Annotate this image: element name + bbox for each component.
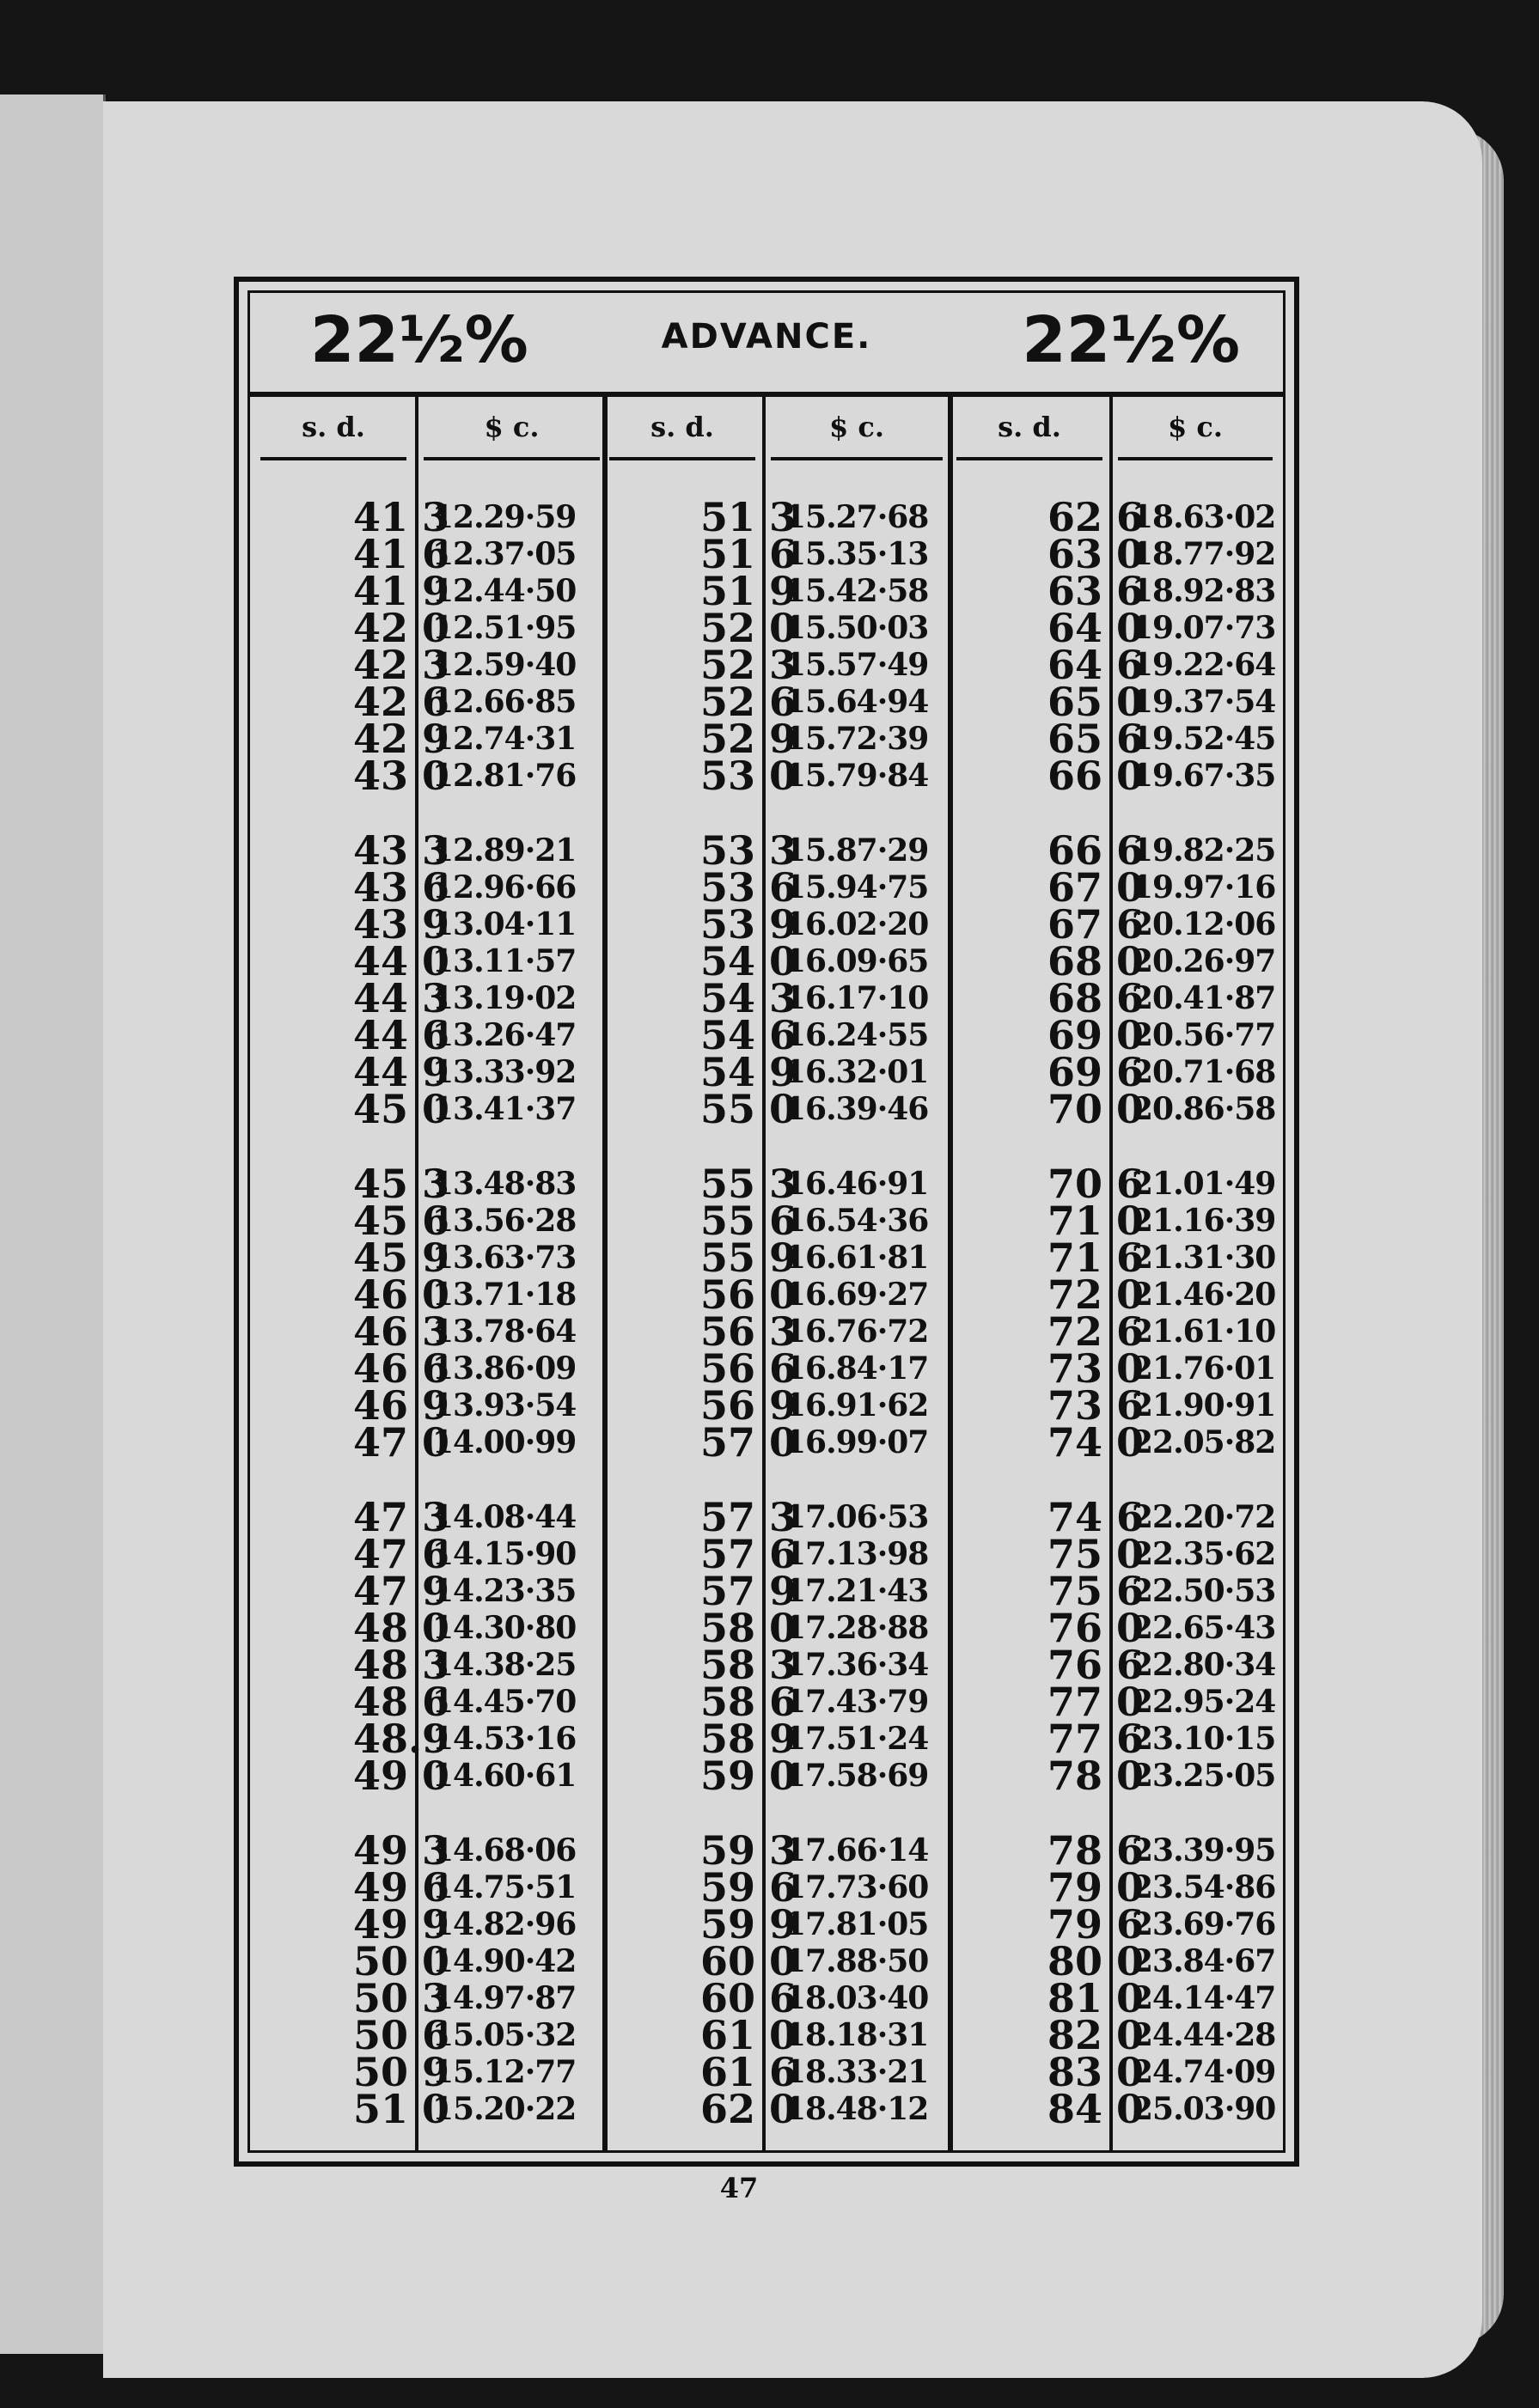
dollar-value: 23.10·15: [1132, 1721, 1276, 1757]
sterling-value: 62 0: [699, 2086, 797, 2132]
sterling-value: 65 6: [1047, 716, 1144, 762]
table-row: [250, 753, 1283, 799]
dollar-value: 17.36·34: [785, 1647, 929, 1683]
dollar-value: 16.32·01: [785, 1054, 929, 1090]
dollar-value: 13.19·02: [432, 980, 577, 1016]
sterling-value: 55 3: [699, 1161, 797, 1207]
dollar-value: 16.24·55: [785, 1017, 929, 1053]
sterling-value: 62 6: [1047, 494, 1144, 540]
sterling-value: 57 6: [699, 1531, 797, 1577]
column-header-row: [250, 397, 1283, 466]
sterling-value: 45 3: [352, 1161, 449, 1207]
dollar-value: 12.44·50: [432, 573, 577, 609]
sterling-value: 56 0: [699, 1271, 797, 1318]
sterling-value: 72 0: [1047, 1271, 1144, 1318]
sterling-value: 41 3: [352, 494, 449, 540]
sterling-value: 48 6: [352, 1679, 449, 1725]
dollar-value: 14.00·99: [432, 1424, 577, 1460]
dollar-value: 13.86·09: [432, 1350, 577, 1387]
dollar-value: 17.13·98: [785, 1536, 929, 1572]
dollar-value: 19.37·54: [1132, 684, 1276, 720]
dollar-value: 23.69·76: [1132, 1906, 1276, 1942]
dollar-value: 22.95·24: [1132, 1684, 1276, 1720]
sterling-value: 54 3: [699, 975, 797, 1021]
sterling-value: 44 9: [352, 1049, 449, 1095]
sterling-value: 71 6: [1047, 1234, 1144, 1281]
sterling-value: 56 6: [699, 1345, 797, 1392]
sterling-value: 77 6: [1047, 1716, 1144, 1762]
column-header-dc-2: $ c.: [771, 397, 943, 460]
sterling-value: 53 3: [699, 827, 797, 874]
sterling-value: 56 3: [699, 1308, 797, 1355]
table-header: [250, 293, 1283, 397]
sterling-value: 46 6: [352, 1345, 449, 1392]
dollar-value: 18.18·31: [785, 2017, 929, 2053]
sterling-value: 52 9: [699, 716, 797, 762]
sterling-value: 83 0: [1047, 2049, 1144, 2095]
sterling-value: 55 6: [699, 1198, 797, 1244]
dollar-value: 13.41·37: [432, 1091, 577, 1127]
dollar-value: 12.66·85: [432, 684, 577, 720]
sterling-value: 59 6: [699, 1864, 797, 1911]
sterling-value: 55 0: [699, 1086, 797, 1132]
dollar-value: 15.72·39: [785, 721, 929, 757]
sterling-value: 49 3: [352, 1827, 449, 1874]
sterling-value: 59 0: [699, 1753, 797, 1799]
sterling-value: 80 0: [1047, 1938, 1144, 1984]
dollar-value: 17.28·88: [785, 1610, 929, 1646]
dollar-value: 15.20·22: [432, 2091, 577, 2127]
sterling-value: 61 6: [699, 2049, 797, 2095]
sterling-value: 43 6: [352, 864, 449, 911]
dollar-value: 14.23·35: [432, 1573, 577, 1609]
dollar-value: 22.50·53: [1132, 1573, 1276, 1609]
sterling-value: 42 3: [352, 642, 449, 688]
sterling-value: 41 9: [352, 568, 449, 614]
dollar-value: 21.31·30: [1132, 1240, 1276, 1276]
sterling-value: 51 0: [352, 2086, 449, 2132]
sterling-value: 46 0: [352, 1271, 449, 1318]
dollar-value: 18.92·83: [1132, 573, 1276, 609]
dollar-value: 16.84·17: [785, 1350, 929, 1387]
sterling-value: 52 3: [699, 642, 797, 688]
dollar-value: 17.51·24: [785, 1721, 929, 1757]
sterling-value: 52 0: [699, 605, 797, 651]
dollar-value: 12.29·59: [432, 499, 577, 535]
sterling-value: 50 9: [352, 2049, 449, 2095]
sterling-value: 63 6: [1047, 568, 1144, 614]
sterling-value: 58 6: [699, 1679, 797, 1725]
sterling-value: 67 6: [1047, 901, 1144, 948]
table-row: [250, 1419, 1283, 1466]
dollar-value: 12.89·21: [432, 832, 577, 869]
sterling-value: 61 0: [699, 2012, 797, 2058]
sterling-value: 74 6: [1047, 1494, 1144, 1540]
dollar-value: 13.33·92: [432, 1054, 577, 1090]
dollar-value: 15.79·84: [785, 758, 929, 794]
sterling-value: 53 0: [699, 753, 797, 799]
dollar-value: 15.64·94: [785, 684, 929, 720]
sterling-value: 42 6: [352, 679, 449, 725]
sterling-value: 75 6: [1047, 1568, 1144, 1614]
sterling-value: 45 6: [352, 1198, 449, 1244]
dollar-value: 17.06·53: [785, 1499, 929, 1535]
sterling-value: 54 0: [699, 938, 797, 985]
sterling-value: 51 3: [699, 494, 797, 540]
sterling-value: 65 0: [1047, 679, 1144, 725]
sterling-value: 49 9: [352, 1901, 449, 1948]
dollar-value: 15.50·03: [785, 610, 929, 646]
sterling-value: 52 6: [699, 679, 797, 725]
dollar-value: 22.05·82: [1132, 1424, 1276, 1460]
sterling-value: 76 6: [1047, 1642, 1144, 1688]
sterling-value: 49 6: [352, 1864, 449, 1911]
dollar-value: 17.66·14: [785, 1832, 929, 1868]
table-row: [250, 2086, 1283, 2132]
sterling-value: 60 6: [699, 1975, 797, 2021]
sterling-value: 41 6: [352, 531, 449, 577]
sterling-value: 48 3: [352, 1642, 449, 1688]
sterling-value: 45 9: [352, 1234, 449, 1281]
dollar-value: 24.44·28: [1132, 2017, 1276, 2053]
sterling-value: 66 6: [1047, 827, 1144, 874]
sterling-value: 68 6: [1047, 975, 1144, 1021]
dollar-value: 17.58·69: [785, 1758, 929, 1794]
sterling-value: 50 0: [352, 1938, 449, 1984]
dollar-value: 18.63·02: [1132, 499, 1276, 535]
dollar-value: 15.94·75: [785, 869, 929, 905]
dollar-value: 19.97·16: [1132, 869, 1276, 905]
dollar-value: 21.01·49: [1132, 1166, 1276, 1202]
dollar-value: 16.61·81: [785, 1240, 929, 1276]
dollar-value: 22.80·34: [1132, 1647, 1276, 1683]
table-row: [250, 1753, 1283, 1799]
conversion-table: [247, 290, 1286, 2153]
dollar-value: 21.46·20: [1132, 1277, 1276, 1313]
dollar-value: 14.08·44: [432, 1499, 577, 1535]
sterling-value: 73 6: [1047, 1382, 1144, 1429]
column-header-sd-3: s. d.: [956, 397, 1102, 460]
dollar-value: 17.88·50: [785, 1943, 929, 1979]
dollar-value: 18.03·40: [785, 1980, 929, 2016]
sterling-value: 54 9: [699, 1049, 797, 1095]
dollar-value: 20.56·77: [1132, 1017, 1276, 1053]
dollar-value: 14.38·25: [432, 1647, 577, 1683]
dollar-value: 18.33·21: [785, 2054, 929, 2090]
dollar-value: 14.60·61: [432, 1758, 577, 1794]
dollar-value: 24.74·09: [1132, 2054, 1276, 2090]
sterling-value: 42 0: [352, 605, 449, 651]
dollar-value: 15.12·77: [432, 2054, 577, 2090]
dollar-value: 22.35·62: [1132, 1536, 1276, 1572]
sterling-value: 45 0: [352, 1086, 449, 1132]
sterling-value: 78 0: [1047, 1753, 1144, 1799]
sterling-value: 43 3: [352, 827, 449, 874]
dollar-value: 17.43·79: [785, 1684, 929, 1720]
sterling-value: 59 9: [699, 1901, 797, 1948]
dollar-value: 16.39·46: [785, 1091, 929, 1127]
table-row: [250, 1086, 1283, 1132]
dollar-value: 16.54·36: [785, 1203, 929, 1239]
dollar-value: 12.59·40: [432, 647, 577, 683]
sterling-value: 46 9: [352, 1382, 449, 1429]
dollar-value: 20.86·58: [1132, 1091, 1276, 1127]
dollar-value: 15.05·32: [432, 2017, 577, 2053]
sterling-value: 56 9: [699, 1382, 797, 1429]
sterling-value: 79 6: [1047, 1901, 1144, 1948]
sterling-value: 49 0: [352, 1753, 449, 1799]
sterling-value: 47 6: [352, 1531, 449, 1577]
dollar-value: 13.11·57: [432, 943, 577, 979]
dollar-value: 16.69·27: [785, 1277, 929, 1313]
sterling-value: 42 9: [352, 716, 449, 762]
column-header-dc-1: $ c.: [424, 397, 600, 460]
dollar-value: 23.25·05: [1132, 1758, 1276, 1794]
page-number: 47: [719, 2172, 759, 2204]
dollar-value: 14.30·80: [432, 1610, 577, 1646]
dollar-value: 13.04·11: [432, 906, 577, 942]
sterling-value: 71 0: [1047, 1198, 1144, 1244]
dollar-value: 13.48·83: [432, 1166, 577, 1202]
sterling-value: 48.9: [352, 1716, 449, 1762]
percent-left: 22½%: [310, 303, 528, 377]
sterling-value: 63 0: [1047, 531, 1144, 577]
sterling-value: 72 6: [1047, 1308, 1144, 1355]
dollar-value: 15.42·58: [785, 573, 929, 609]
sterling-value: 57 9: [699, 1568, 797, 1614]
dollar-value: 19.22·64: [1132, 647, 1276, 683]
dollar-value: 25.03·90: [1132, 2091, 1276, 2127]
dollar-value: 15.87·29: [785, 832, 929, 869]
percent-right: 22½%: [1022, 303, 1240, 377]
sterling-value: 66 0: [1047, 753, 1144, 799]
sterling-value: 43 9: [352, 901, 449, 948]
sterling-value: 78 6: [1047, 1827, 1144, 1874]
table-title: ADVANCE.: [661, 317, 872, 357]
dollar-value: 13.56·28: [432, 1203, 577, 1239]
dollar-value: 14.45·70: [432, 1684, 577, 1720]
dollar-value: 19.82·25: [1132, 832, 1276, 869]
dollar-value: 13.63·73: [432, 1240, 577, 1276]
dollar-value: 21.90·91: [1132, 1387, 1276, 1423]
dollar-value: 12.96·66: [432, 869, 577, 905]
dollar-value: 14.97·87: [432, 1980, 577, 2016]
dollar-value: 14.68·06: [432, 1832, 577, 1868]
sterling-value: 64 0: [1047, 605, 1144, 651]
dollar-value: 20.41·87: [1132, 980, 1276, 1016]
facing-page-edge: [0, 94, 106, 2354]
dollar-value: 23.39·95: [1132, 1832, 1276, 1868]
sterling-value: 50 3: [352, 1975, 449, 2021]
dollar-value: 16.09·65: [785, 943, 929, 979]
sterling-value: 43 0: [352, 753, 449, 799]
sterling-value: 73 0: [1047, 1345, 1144, 1392]
sterling-value: 74 0: [1047, 1419, 1144, 1466]
sterling-value: 77 0: [1047, 1679, 1144, 1725]
column-header-sd-2: s. d.: [609, 397, 755, 460]
dollar-value: 23.84·67: [1132, 1943, 1276, 1979]
sterling-value: 51 9: [699, 568, 797, 614]
dollar-value: 17.21·43: [785, 1573, 929, 1609]
dollar-value: 13.78·64: [432, 1314, 577, 1350]
sterling-value: 69 0: [1047, 1012, 1144, 1058]
dollar-value: 20.71·68: [1132, 1054, 1276, 1090]
sterling-value: 79 0: [1047, 1864, 1144, 1911]
dollar-value: 15.27·68: [785, 499, 929, 535]
dollar-value: 22.20·72: [1132, 1499, 1276, 1535]
sterling-value: 57 0: [699, 1419, 797, 1466]
dollar-value: 13.93·54: [432, 1387, 577, 1423]
sterling-value: 46 3: [352, 1308, 449, 1355]
sterling-value: 64 6: [1047, 642, 1144, 688]
dollar-value: 15.57·49: [785, 647, 929, 683]
dollar-value: 24.14·47: [1132, 1980, 1276, 2016]
sterling-value: 50 6: [352, 2012, 449, 2058]
sterling-value: 68 0: [1047, 938, 1144, 985]
dollar-value: 13.26·47: [432, 1017, 577, 1053]
sterling-value: 47 3: [352, 1494, 449, 1540]
sterling-value: 84 0: [1047, 2086, 1144, 2132]
dollar-value: 23.54·86: [1132, 1869, 1276, 1905]
sterling-value: 70 6: [1047, 1161, 1144, 1207]
sterling-value: 54 6: [699, 1012, 797, 1058]
sterling-value: 69 6: [1047, 1049, 1144, 1095]
dollar-value: 17.73·60: [785, 1869, 929, 1905]
sterling-value: 58 3: [699, 1642, 797, 1688]
dollar-value: 14.82·96: [432, 1906, 577, 1942]
dollar-value: 20.26·97: [1132, 943, 1276, 979]
sterling-value: 44 0: [352, 938, 449, 985]
dollar-value: 16.46·91: [785, 1166, 929, 1202]
dollar-value: 17.81·05: [785, 1906, 929, 1942]
sterling-value: 75 0: [1047, 1531, 1144, 1577]
dollar-value: 12.37·05: [432, 536, 577, 572]
sterling-value: 44 3: [352, 975, 449, 1021]
sterling-value: 55 9: [699, 1234, 797, 1281]
sterling-value: 82 0: [1047, 2012, 1144, 2058]
dollar-value: 18.77·92: [1132, 536, 1276, 572]
column-header-sd-1: s. d.: [260, 397, 406, 460]
sterling-value: 81 0: [1047, 1975, 1144, 2021]
sterling-value: 67 0: [1047, 864, 1144, 911]
dollar-value: 15.35·13: [785, 536, 929, 572]
dollar-value: 20.12·06: [1132, 906, 1276, 942]
table-frame: [234, 277, 1299, 2167]
dollar-value: 21.16·39: [1132, 1203, 1276, 1239]
dollar-value: 19.07·73: [1132, 610, 1276, 646]
dollar-value: 16.99·07: [785, 1424, 929, 1460]
dollar-value: 13.71·18: [432, 1277, 577, 1313]
sterling-value: 76 0: [1047, 1605, 1144, 1651]
sterling-value: 57 3: [699, 1494, 797, 1540]
sterling-value: 51 6: [699, 531, 797, 577]
dollar-value: 19.52·45: [1132, 721, 1276, 757]
dollar-value: 12.74·31: [432, 721, 577, 757]
sterling-value: 47 0: [352, 1419, 449, 1466]
dollar-value: 12.81·76: [432, 758, 577, 794]
dollar-value: 14.90·42: [432, 1943, 577, 1979]
sterling-value: 58 9: [699, 1716, 797, 1762]
sterling-value: 70 0: [1047, 1086, 1144, 1132]
dollar-value: 14.75·51: [432, 1869, 577, 1905]
dollar-value: 22.65·43: [1132, 1610, 1276, 1646]
column-header-dc-3: $ c.: [1118, 397, 1273, 460]
dollar-value: 18.48·12: [785, 2091, 929, 2127]
dollar-value: 14.53·16: [432, 1721, 577, 1757]
sterling-value: 47 9: [352, 1568, 449, 1614]
sterling-value: 53 9: [699, 901, 797, 948]
dollar-value: 12.51·95: [432, 610, 577, 646]
dollar-value: 16.02·20: [785, 906, 929, 942]
dollar-value: 14.15·90: [432, 1536, 577, 1572]
sterling-value: 53 6: [699, 864, 797, 911]
sterling-value: 58 0: [699, 1605, 797, 1651]
dollar-value: 16.91·62: [785, 1387, 929, 1423]
dollar-value: 19.67·35: [1132, 758, 1276, 794]
dollar-value: 16.76·72: [785, 1314, 929, 1350]
sterling-value: 60 0: [699, 1938, 797, 1984]
dollar-value: 21.61·10: [1132, 1314, 1276, 1350]
sterling-value: 44 6: [352, 1012, 449, 1058]
dollar-value: 16.17·10: [785, 980, 929, 1016]
sterling-value: 48 0: [352, 1605, 449, 1651]
dollar-value: 21.76·01: [1132, 1350, 1276, 1387]
sterling-value: 59 3: [699, 1827, 797, 1874]
